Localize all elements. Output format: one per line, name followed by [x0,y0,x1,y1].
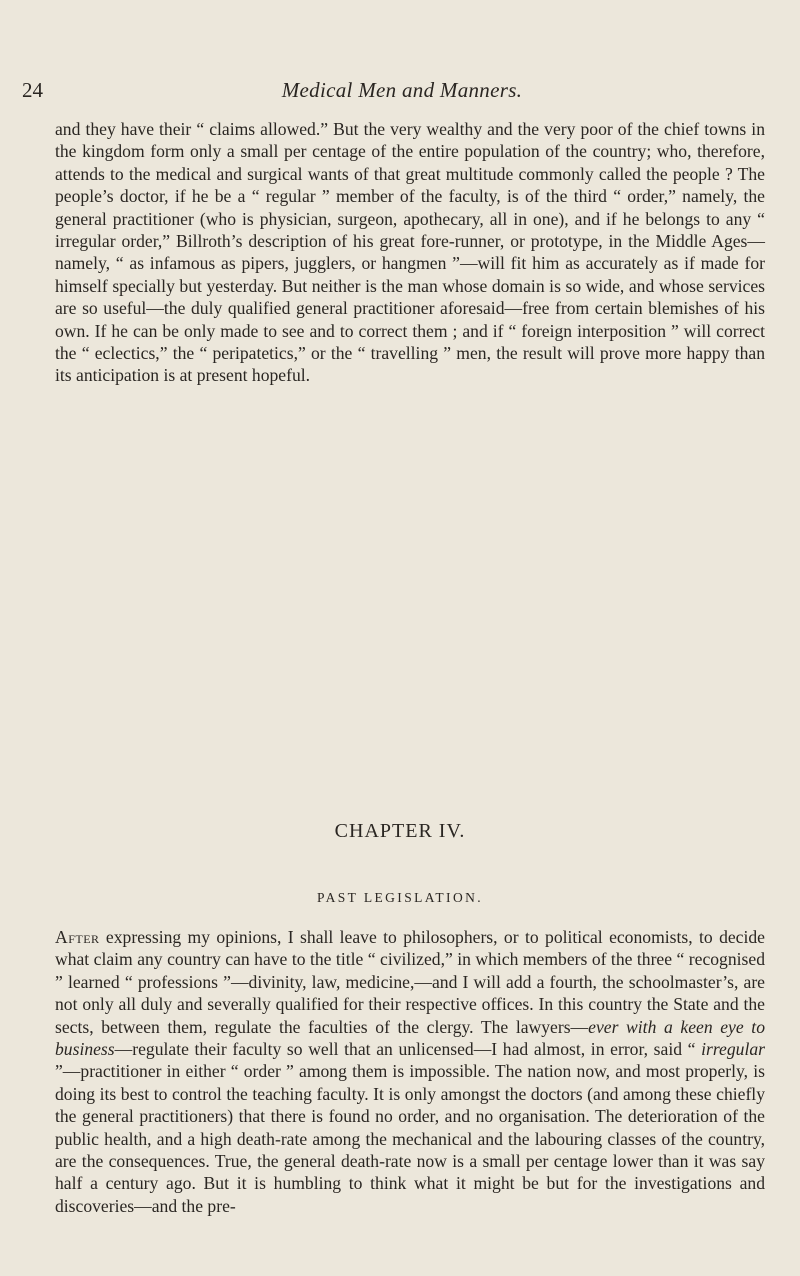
continuation-text: and they have their “ claims allowed.” But the very wealthy and the very poor of the chief towns in the kingdom form only a small per centage of the entire population of the country; who, therefore, attends to the medical and surgical wants of that great multitude commonly called the people ? The people’s doctor, if he be a “ regular ” member of the faculty, is of the third “ order,” namely, the general practitioner (who is physician, surgeon, apothecary, all in one), and if he belongs to any “ irregular order,” Billroth’s description of his great fore-runner, or prototype, in the Middle Ages—namely, “ as infamous as pipers, jugglers, or hangmen ”—will fit him as accurately as if made for himself specially but yesterday. But neither is the man whose domain is so wide, and whose services are so useful—the duly qualified general practitioner aforesaid—free from certain blemishes of his own. If he can be only made to see and to correct them ; and if “ foreign interposition ” will correct the “ eclectics,” the “ peripatetics,” or the “ travelling ” men, the result will prove more happy than its anticipation is at present hopeful. [55,119,765,386]
chapter-subtitle: PAST LEGISLATION. [316,890,484,905]
italic-word: irregular [701,1039,765,1060]
chapter-heading: CHAPTER IV. [334,820,466,842]
page-number: 24 [22,78,43,102]
chapter-opening-paragraph [55,926,765,1217]
text-segment: ”—practitioner in either “ order ” among them is impossible. The nation now, and most properly, is doing its best to control the teaching faculty. It is only amongst the doctors (and among these chiefly the general practitioners) that there is found no order, and no organisation. The deterioration of the public health, and a high death-rate among the mechanical and the labouring classes of the country, are the consequences. True, the general death-rate now is a small per centage lower than it was say half a century ago. But it is humbling to think what it might be but for the investigations and discoveries—and the pre- [55,1061,765,1216]
opening-word: After [55,927,100,947]
running-title: Medical Men and Manners. [281,78,523,102]
italic-phrase: ever with a keen eye to business [55,1016,765,1060]
chapter-text [55,926,765,1217]
text-segment: expressing my opinions, I shall leave to philosophers, or to political economists, to decide what claim any country can have to the title “ civilized,” in which members of the three “ recognised ” learned “ professions ”—divinity, law, medicine,—and I will add a fourth, the schoolmaster’s, are not only all duly and severally qualified for their respective offices. In this country the State and the sects, between them, regulate the faculties of the clergy. The lawyers— [55,927,765,1037]
text-segment: —regulate their faculty so well that an unlicensed—I had almost, in error, said “ [114,1039,702,1060]
continuation-paragraph [55,118,765,387]
running-head [22,78,782,104]
